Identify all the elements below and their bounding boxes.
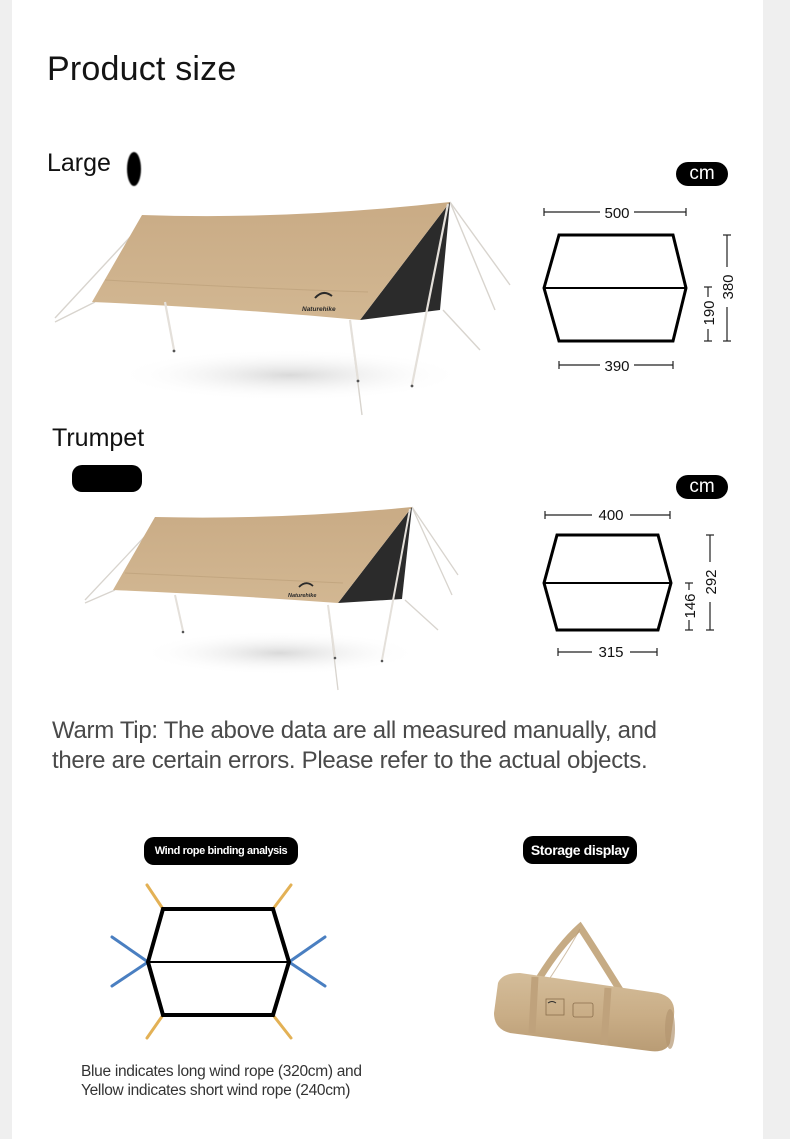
warm-tip-note — [52, 716, 732, 776]
dimension-diagram-trumpet — [530, 500, 750, 665]
tarp-illustration-trumpet — [80, 495, 460, 695]
unit-badge-cm: cm — [676, 162, 728, 186]
bag-body — [494, 973, 674, 1051]
storage-section-label: Storage display — [523, 836, 637, 864]
legend-line-short-rope: Yellow indicates short wind rope (240cm) — [81, 1082, 351, 1099]
page-title: Product size — [47, 50, 237, 88]
warm-tip-line-1: Warm Tip: The above data are all measured manually, and — [52, 717, 657, 744]
dim-bottom-width: 390 — [604, 358, 630, 375]
brand-logo: Naturehike — [302, 306, 336, 313]
dim-top-width: 400 — [598, 507, 624, 524]
wind-rope-legend — [81, 1062, 441, 1100]
variant-label-trumpet: Trumpet — [52, 424, 145, 452]
dim-bottom-width: 315 — [598, 644, 624, 661]
unit-badge-cm: cm — [676, 475, 728, 499]
warm-tip-line-2: there are certain errors. Please refer to the actual objects. — [52, 747, 648, 774]
redaction-mark — [127, 152, 141, 186]
tarp-illustration-large — [40, 190, 520, 420]
dimension-diagram-large — [530, 195, 750, 380]
ground-shadow — [115, 349, 465, 401]
wind-rope-diagram — [100, 875, 340, 1050]
dim-half-depth: 146 — [682, 593, 699, 619]
variant-label-large: Large — [47, 149, 111, 177]
wind-rope-section-label: Wind rope binding analysis — [144, 837, 298, 865]
dim-top-width: 500 — [604, 205, 630, 222]
storage-bag-image — [480, 915, 680, 1055]
dim-half-depth: 190 — [701, 300, 718, 326]
brand-logo: Naturehike — [288, 593, 317, 599]
legend-line-long-rope: Blue indicates long wind rope (320cm) and — [81, 1063, 362, 1080]
dim-total-depth: 380 — [720, 274, 737, 300]
dim-total-depth: 292 — [703, 569, 720, 595]
redaction-mark — [72, 465, 142, 492]
